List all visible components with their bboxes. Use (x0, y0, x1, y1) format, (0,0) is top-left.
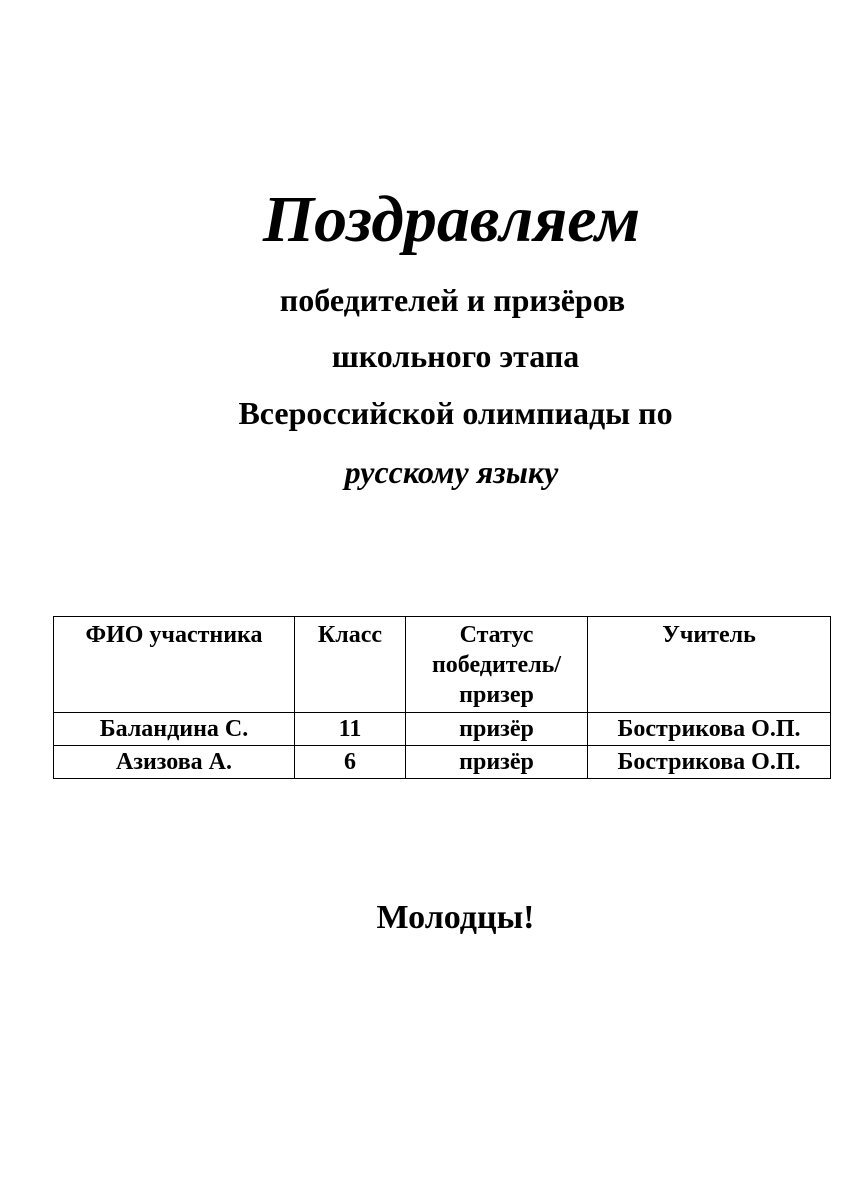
closing-message: Молодцы! (376, 899, 535, 936)
results-table (53, 616, 831, 779)
header-participant-name: ФИО участника (54, 617, 295, 713)
table-header-row (54, 617, 831, 713)
table-row (54, 746, 831, 779)
page-title: Поздравляем (262, 183, 641, 256)
subtitle-line-1: победителей и призёров (279, 282, 626, 318)
header-grade: Класс (295, 617, 406, 713)
table-row (54, 713, 831, 746)
cell-status: призёр (406, 713, 588, 746)
cell-teacher: Бострикова О.П. (588, 713, 831, 746)
subtitle-line-3: Всероссийской олимпиады по (238, 395, 673, 431)
cell-status: призёр (406, 746, 588, 779)
header-teacher: Учитель (588, 617, 831, 713)
subtitle-line-2: школьного этапа (331, 338, 580, 374)
cell-teacher: Бострикова О.П. (588, 746, 831, 779)
cell-grade: 11 (295, 713, 406, 746)
cell-grade: 6 (295, 746, 406, 779)
cell-participant-name: Азизова А. (54, 746, 295, 779)
subject-line: русскому языку (344, 454, 559, 490)
header-status: Статус победитель/ призер (406, 617, 588, 713)
cell-participant-name: Баландина С. (54, 713, 295, 746)
